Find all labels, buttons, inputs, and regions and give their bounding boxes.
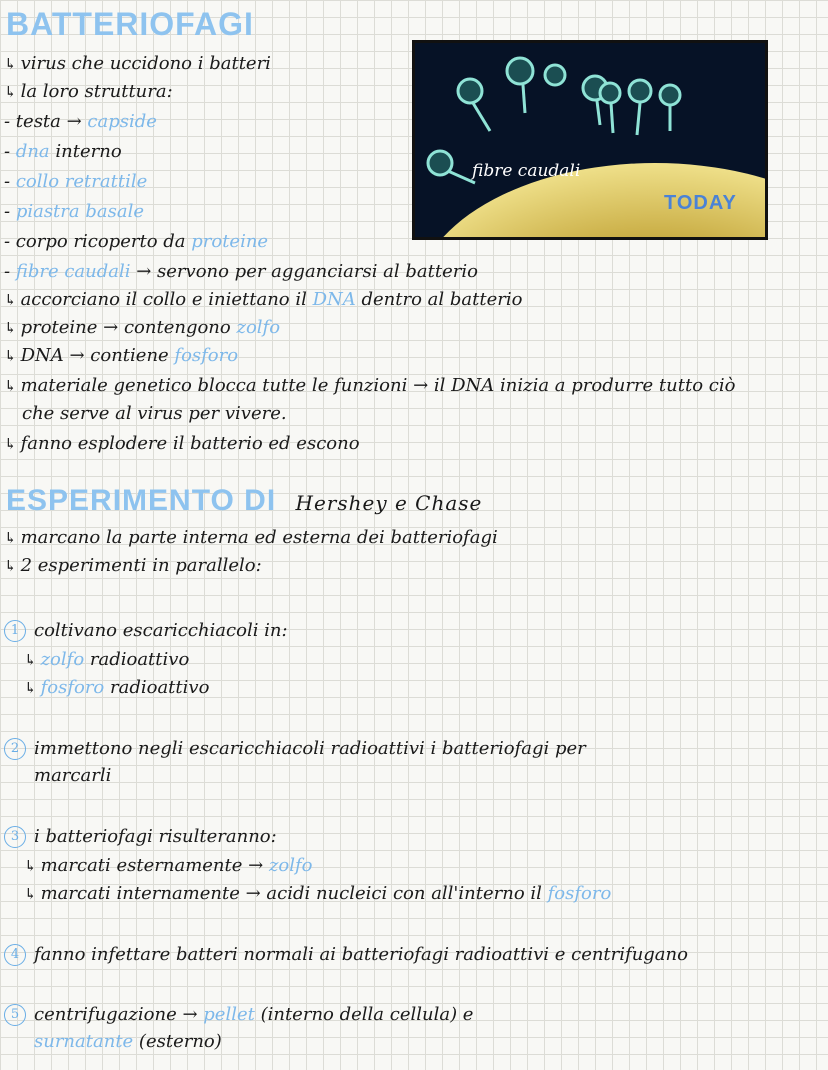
- segment-text: -: [4, 261, 16, 282]
- step-number-badge: 2: [4, 738, 26, 760]
- arrow-icon: ↳: [4, 347, 17, 365]
- experiment-step-line: [4, 620, 288, 642]
- structure-line: [4, 142, 122, 162]
- esperimento-title-authors: Hershey e Chase: [295, 491, 483, 515]
- highlight-text: piastra basale: [15, 201, 144, 222]
- highlight-text: collo retrattile: [15, 171, 148, 192]
- segment-text: fanno esplodere il batterio ed escono: [20, 433, 360, 454]
- step-text: coltivano escaricchiacoli in:: [34, 620, 288, 641]
- step-number-badge: 5: [4, 1004, 26, 1026]
- experiment-step-line: [24, 650, 189, 670]
- step-text: immettono negli escaricchiacoli radioattivi i batteriofagi per: [34, 738, 586, 759]
- experiment-step-line: [4, 826, 277, 848]
- highlight-text: surnatante: [34, 1031, 134, 1052]
- step-text: radioattivo: [104, 677, 210, 698]
- segment-text: virus che uccidono i batteri: [20, 53, 271, 74]
- intro-text: 2 esperimenti in parallelo:: [20, 555, 262, 576]
- segment-text: la loro struttura:: [20, 81, 173, 102]
- structure-line: [4, 262, 478, 282]
- experiment-step-line: [4, 738, 586, 760]
- step-text: marcati internamente → acidi nucleici con all'interno il: [40, 883, 548, 904]
- arrow-icon: ↳: [4, 557, 17, 575]
- segment-text: dentro al batterio: [355, 289, 523, 310]
- experiment-step-line: [24, 884, 611, 904]
- experiment-step-line: [34, 1032, 222, 1052]
- experiment-step-line: [24, 678, 209, 698]
- step-text: marcati esternamente →: [40, 855, 269, 876]
- segment-text: - corpo ricoperto da: [4, 231, 192, 252]
- highlight-text: pellet: [203, 1004, 255, 1025]
- experiment-step-line: [24, 856, 313, 876]
- segment-text: DNA → contiene: [20, 345, 175, 366]
- experiment-step-line: [4, 944, 688, 966]
- experiment-step-line: [4, 1004, 473, 1026]
- arrow-icon: ↳: [4, 55, 17, 73]
- step-number-badge: 1: [4, 620, 26, 642]
- segment-text: - testa →: [4, 111, 88, 132]
- highlight-text: zolfo: [40, 649, 85, 670]
- arrow-icon: ↳: [24, 679, 37, 697]
- intro-text: marcano la parte interna ed esterna dei batteriofagi: [20, 527, 498, 548]
- segment-text: -: [4, 201, 16, 222]
- highlight-text: fosforo: [174, 345, 239, 366]
- step-text: radioattivo: [84, 649, 190, 670]
- arrow-icon: ↳: [24, 885, 37, 903]
- section-title-esperimento: [6, 484, 482, 518]
- highlight-text: dna: [15, 141, 50, 162]
- structure-line: [4, 172, 147, 192]
- esperimento-title-main: ESPERIMENTO DI: [6, 484, 277, 517]
- structure-line: [4, 112, 157, 132]
- step-number-badge: 3: [4, 826, 26, 848]
- arrow-icon: ↳: [24, 857, 37, 875]
- structure-line: [22, 404, 287, 424]
- segment-text: che serve al virus per vivere.: [22, 403, 287, 424]
- structure-line: [4, 434, 360, 454]
- experiment-step-line: [34, 766, 111, 786]
- arrow-icon: ↳: [4, 435, 17, 453]
- structure-line: [4, 82, 173, 102]
- segment-text: interno: [49, 141, 122, 162]
- structure-line: [4, 290, 522, 310]
- arrow-icon: ↳: [24, 651, 37, 669]
- arrow-icon: ↳: [4, 377, 17, 395]
- highlight-text: fosforo: [40, 677, 105, 698]
- highlight-text: fibre caudali: [15, 261, 131, 282]
- step-text: i batteriofagi risulteranno:: [34, 826, 277, 847]
- step-text: (esterno): [133, 1031, 222, 1052]
- step-text: (interno della cellula) e: [254, 1004, 474, 1025]
- intro-line: [4, 528, 498, 548]
- step-text: centrifugazione →: [34, 1004, 204, 1025]
- step-number-badge: 4: [4, 944, 26, 966]
- highlight-text: zolfo: [268, 855, 313, 876]
- segment-text: accorciano il collo e iniettano il: [20, 289, 313, 310]
- segment-text: materiale genetico blocca tutte le funzioni → il DNA inizia a produrre tutto ciò: [20, 375, 736, 396]
- highlight-text: zolfo: [236, 317, 281, 338]
- structure-line: [4, 318, 280, 338]
- arrow-icon: ↳: [4, 319, 17, 337]
- structure-line: [4, 376, 735, 396]
- structure-line: [4, 202, 144, 222]
- intro-line: [4, 556, 262, 576]
- step-text: marcarli: [34, 765, 112, 786]
- structure-line: [4, 346, 238, 366]
- highlight-text: DNA: [312, 289, 356, 310]
- segment-text: -: [4, 171, 16, 192]
- arrow-icon: ↳: [4, 291, 17, 309]
- highlight-text: proteine: [191, 231, 269, 252]
- segment-text: → servono per agganciarsi al batterio: [130, 261, 478, 282]
- today-watermark: TODAY: [664, 192, 737, 214]
- photo-label: fibre caudali: [472, 161, 581, 181]
- segment-text: -: [4, 141, 16, 162]
- highlight-text: capside: [87, 111, 157, 132]
- step-text: fanno infettare batteri normali ai batteriofagi radioattivi e centrifugano: [34, 944, 688, 965]
- highlight-text: fosforo: [547, 883, 612, 904]
- section-title-batteriofagi: BATTERIOFAGI: [6, 6, 254, 42]
- arrow-icon: ↳: [4, 529, 17, 547]
- structure-line: [4, 232, 268, 252]
- structure-line: [4, 54, 271, 74]
- segment-text: proteine → contengono: [20, 317, 237, 338]
- arrow-icon: ↳: [4, 83, 17, 101]
